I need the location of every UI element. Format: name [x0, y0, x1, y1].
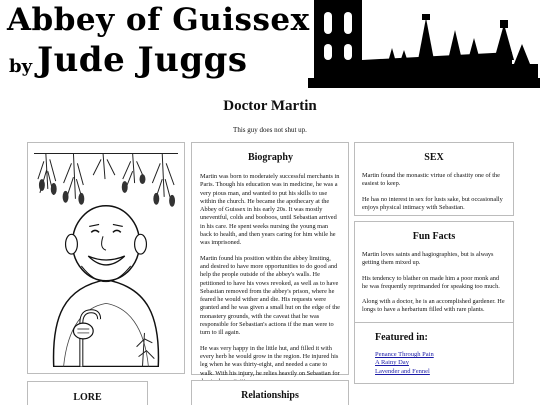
- list-item: [375, 359, 506, 367]
- featured-in-card: [354, 322, 514, 384]
- biography-paragraph: Martin found his position within the abbey limiting, and desired to have more opportunities to do good and help the people outside of the abbey's walls. He petitioned to have his vows revoked, as well as to have Sebastian removed from the abbey's prison, where he feared he would wither and die. His requests were granted and he was given a small hut on the edge of the monastery grounds, with the caveat that he was responsible for Sebastian's actions if the man were to turn to ill again.: [200, 254, 340, 337]
- sex-card: [354, 142, 514, 216]
- lore-heading: LORE: [73, 392, 102, 403]
- biography-paragraph: He was very happy in the little hut, and filled it with every herb he would grow in the region. He injured his leg when he was thirty-eight, and needed a cane to walk. With his injury, he relies heavily on Sebastian for: [200, 344, 340, 377]
- list-item: [375, 368, 506, 376]
- sex-paragraph: Martin found the monastic virtue of chastity one of the easiest to keep.: [362, 172, 500, 188]
- biography-card: [191, 142, 349, 375]
- relationships-card: [191, 380, 349, 405]
- sex-heading: SEX: [424, 152, 444, 163]
- lore-card: [27, 381, 148, 405]
- relationships-heading: Relationships: [241, 390, 299, 401]
- list-item: [375, 351, 506, 359]
- abbey-skyline-image: [308, 0, 540, 88]
- character-portrait-image: [34, 149, 178, 367]
- site-author-name: Jude Juggs: [37, 40, 248, 80]
- fun-fact-paragraph: His tendency to blather on made him a poor monk and he was frequently reprimanded for speaking too much.: [362, 274, 500, 290]
- biography-paragraph: Martin was born to moderately successful merchants in Paris. Though his education was in medicine, he was a very pious man, and wanted to put his skills to use within the church. He became the apothecary at the Abbey of Guissex in his early 20s. It was mostly uneventful, colds and booboos, until Sebastian arrived in his care. He spent weeks nursing the young man back to health, and then years caring for him while he was imprisoned.: [200, 173, 340, 247]
- character-name: Doctor Martin: [223, 98, 317, 114]
- fun-fact-paragraph: Along with a doctor, he is an accomplished gardener. He longs to have a herbarium filled with rare plants.: [362, 298, 505, 314]
- site-title-by: by: [9, 56, 33, 77]
- site-title-text: Abbey of Guissex: [7, 2, 310, 38]
- fun-fact-paragraph: Martin loves saints and hagiographies, but is always getting them mixed up.: [362, 251, 494, 267]
- site-header: [0, 0, 540, 88]
- featured-link-penance-through-pain[interactable]: Penance Through Pain: [375, 351, 434, 358]
- character-tagline: This guy does not shut up.: [233, 126, 307, 134]
- fun-facts-card: [354, 221, 514, 326]
- featured-in-list: [375, 351, 506, 376]
- biography-heading: Biography: [247, 152, 293, 163]
- fun-facts-heading: Fun Facts: [412, 231, 456, 242]
- sex-paragraph: He has no interest in sex for lusts sake, but occasionally enjoys physical intimacy with Sebastian.: [362, 195, 503, 211]
- featured-in-heading: Featured in:: [375, 332, 428, 343]
- featured-link-a-rainy-day[interactable]: A Rainy Day: [375, 359, 409, 367]
- character-portrait-card: [27, 142, 185, 374]
- featured-link-lavender-and-fennel[interactable]: Lavender and Fennel: [375, 367, 430, 375]
